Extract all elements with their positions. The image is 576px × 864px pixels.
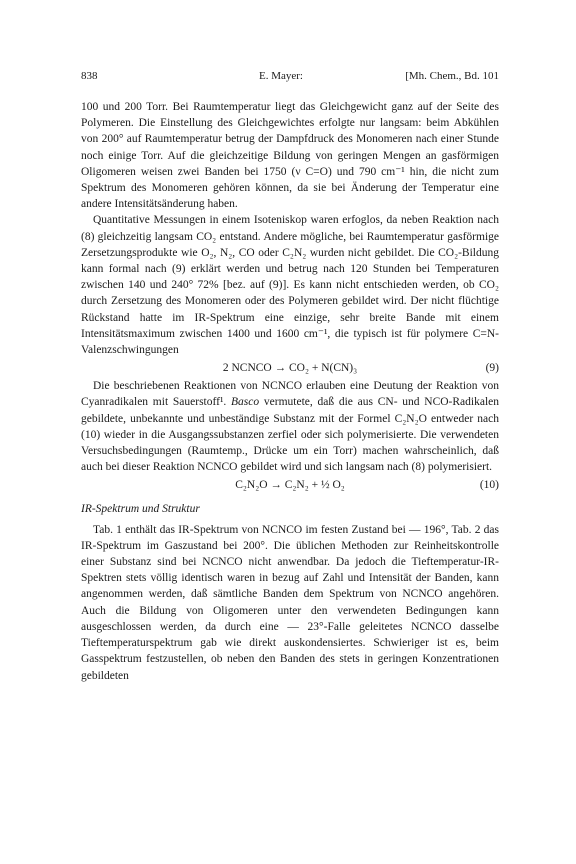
paragraph-4: Tab. 1 enthält das IR-Spektrum von NCNCO im festen Zustand bei — 196°, Tab. 2 das IR-Spektrum im Gaszustand bei 200°. Die üblichen Methoden zur Reinheitskontrolle einer Substanz sind bei NCNCO nicht anwendbar. Da jedoch die Tieftemperatur-IR-Spektren stets völlig identisch waren in bezug auf Zahl und Intensität der Banden, kann angenommen werden, daß sämtliche Banden dem Spektrum von NCNCO angehören. Auch die Bildung von Oligomeren unter den verwendeten Bedingungen kann ausgeschlossen werden, da durch eine — 23°-Falle geleitetes NCNCO dasselbe Tieftemperaturspektrum gab wie direkt auskondensiertes. Schwieriger ist es, beim Gasspektrum festzustellen, ob neben den Banden des stets in geringen Konzentrationen gebildeten [81, 523, 499, 682]
equation-10-formula: C₂N₂O → C₂N₂ + ½ O₂ [235, 479, 345, 492]
paragraph-2: Quantitative Messungen in einem Isoteniskop waren erfoglos, da neben Reaktion nach (8) gleichzeitig langsam CO₂ entstand. Andere mögliche, bei Raumtemperatur gasförmige Zersetzungsprodukte wie O₂, N₂, CO oder C₂N₂ wurden nicht gebildet. Die CO₂-Bildung kann formal nach (9) erklärt werden und betrug nach 120 Stunden bei Temperaturen zwischen 140 und 240° 72% [bez. auf (9)]. Es kann nicht entschieden werden, ob CO₂ durch Zersetzung des Monomeren oder des Polymeren gebildet wird. Der nicht flüchtige Rückstand hatte im IR-Spektrum eine einzige, sehr breite Bande mit einem Intensitätsmaximum zwischen 1400 und 1600 cm⁻¹, die typisch ist für polymere C=N-Valenzschwingungen [81, 214, 499, 357]
equation-9-formula: 2 NCNCO → CO₂ + N(CN)₃ [222, 362, 358, 375]
page-number: 838 [81, 70, 98, 82]
paragraph-3-part-a: Die beschriebenen Reaktionen von NCNCO erlauben eine Deutung der Reaktion von Cyanradikalen mit Sauerstoff¹. [81, 380, 499, 409]
page-header [81, 70, 499, 84]
author-name: Basco [231, 396, 260, 409]
equation-10-number: (10) [479, 479, 499, 492]
section-heading: IR-Spektrum und Struktur [81, 503, 200, 516]
equation-9 [81, 358, 499, 378]
journal-reference: [Mh. Chem., Bd. 101 [405, 70, 499, 82]
paragraph-3 [81, 378, 499, 475]
equation-9-number: (9) [485, 362, 499, 375]
body-text [81, 99, 499, 684]
paragraph-3-part-b: vermutete, daß die aus CN- und NCO-Radikalen gebildete, unbekannte und unbeständige Substanz mit der Formel C₂N₂O entweder nach (10) wieder in die Ausgangssubstanzen zerfiel oder sich polymerisierte. Die verwendeten Versuchsbedingungen (Raumtemp., Drücke um ein Torr) machen wahrscheinlich, daß auch bei dieser Reaktion NCNCO gebildet wird und sich langsam nach (8) polymerisiert. [81, 396, 500, 474]
equation-10 [81, 475, 499, 495]
running-head: E. Mayer: [259, 70, 303, 82]
paragraph-1: 100 und 200 Torr. Bei Raumtemperatur liegt das Gleichgewicht ganz auf der Seite des Polymeren. Die Einstellung des Gleichgewichtes erfolgte nur langsam: beim Abkühlen von 200° auf Raumtemperatur betrug der Dampfdruck des Monomeren nach einer Stunde noch einige Torr. Auf die gleichzeitige Bildung von geringen Mengen an gasförmigen Oligomeren weisen zwei Banden bei 1750 (ν C=O) und 790 cm⁻¹ hin, die nicht zum Spektrum des Monomeren gehören können, da sie bei Änderung der Temperatur eine andere Intensitätsänderung haben. [81, 101, 499, 211]
